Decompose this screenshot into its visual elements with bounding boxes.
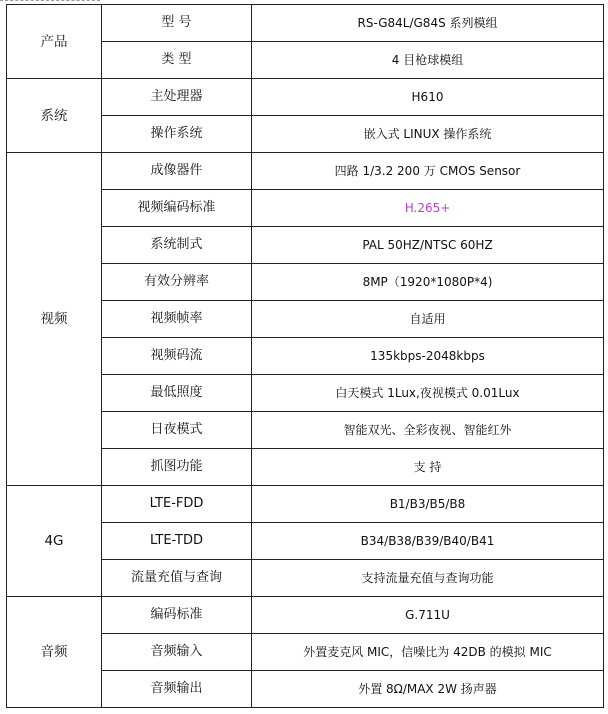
item-value: PAL 50HZ/NTSC 60HZ	[252, 227, 604, 264]
item-value: 外置 8Ω/MAX 2W 扬声器	[252, 671, 604, 708]
table-row	[7, 79, 604, 116]
item-label: 视频码流	[102, 338, 252, 375]
item-value: 白天模式 1Lux,夜视模式 0.01Lux	[252, 375, 604, 412]
item-value: 支 持	[252, 449, 604, 486]
category-system: 系统	[7, 79, 102, 153]
item-label: 有效分辨率	[102, 264, 252, 301]
item-value: 嵌入式 LINUX 操作系统	[252, 116, 604, 153]
category-video: 视频	[7, 153, 102, 486]
item-label: 流量充值与查询	[102, 560, 252, 597]
item-value: 外置麦克风 MIC，信噪比为 42DB 的模拟 MIC	[252, 634, 604, 671]
item-value: RS-G84L/G84S 系列模组	[252, 5, 604, 42]
item-label: 日夜模式	[102, 412, 252, 449]
item-label: 系统制式	[102, 227, 252, 264]
item-label: 抓图功能	[102, 449, 252, 486]
spec-table	[6, 4, 604, 708]
item-label: 类 型	[102, 42, 252, 79]
item-value-highlighted: H.265+	[252, 190, 604, 227]
item-value: 8MP（1920*1080P*4)	[252, 264, 604, 301]
item-label: LTE-FDD	[102, 486, 252, 523]
item-value: 自适用	[252, 301, 604, 338]
item-value: 135kbps-2048kbps	[252, 338, 604, 375]
item-value: 四路 1/3.2 200 万 CMOS Sensor	[252, 153, 604, 190]
category-audio: 音频	[7, 597, 102, 708]
item-label: 主处理器	[102, 79, 252, 116]
category-product: 产品	[7, 5, 102, 79]
item-value: 4 目枪球模组	[252, 42, 604, 79]
item-label: 型 号	[102, 5, 252, 42]
table-row	[7, 597, 604, 634]
category-4g: 4G	[7, 486, 102, 597]
item-value: B34/B38/B39/B40/B41	[252, 523, 604, 560]
table-row	[7, 153, 604, 190]
item-value: 智能双光、全彩夜视、智能红外	[252, 412, 604, 449]
item-label: 视频编码标准	[102, 190, 252, 227]
item-label: LTE-TDD	[102, 523, 252, 560]
item-label: 音频输入	[102, 634, 252, 671]
item-value: H610	[252, 79, 604, 116]
item-label: 操作系统	[102, 116, 252, 153]
item-value: 支持流量充值与查询功能	[252, 560, 604, 597]
item-label: 编码标准	[102, 597, 252, 634]
table-row	[7, 5, 604, 42]
item-label: 视频帧率	[102, 301, 252, 338]
item-value: G.711U	[252, 597, 604, 634]
item-label: 最低照度	[102, 375, 252, 412]
table-row	[7, 486, 604, 523]
item-value: B1/B3/B5/B8	[252, 486, 604, 523]
item-label: 音频输出	[102, 671, 252, 708]
item-label: 成像器件	[102, 153, 252, 190]
